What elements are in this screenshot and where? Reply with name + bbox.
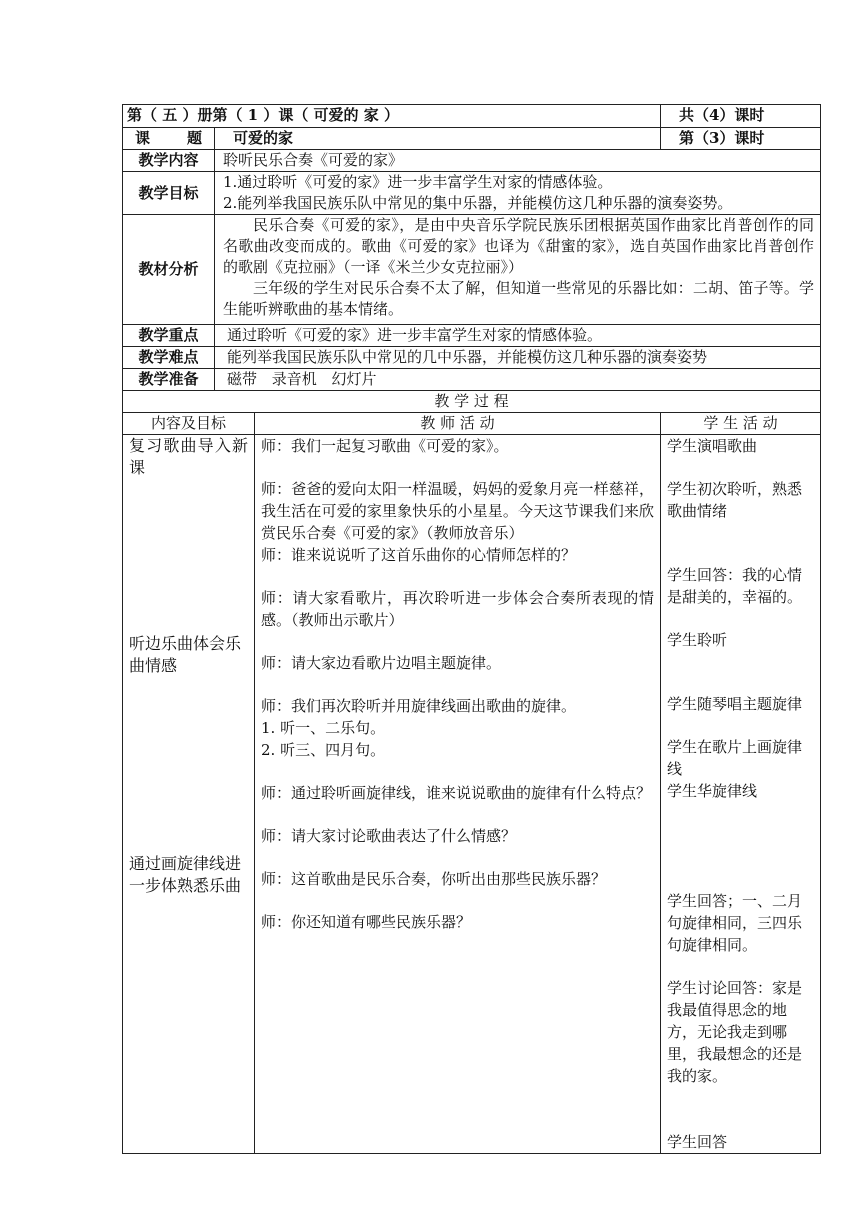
student-line-2: 学生初次聆听，熟悉歌曲情绪 xyxy=(667,480,803,520)
teacher-line-11: 师：这首歌曲是民乐合奏，你听出由那些民族乐器？ xyxy=(261,870,607,888)
topic-value: 可爱的家 xyxy=(215,128,661,150)
teacher-line-4: 师：请大家看歌片，再次聆听进一步体会合奏所表现的情感。（教师出示歌片） xyxy=(261,589,654,629)
teacher-line-5: 师：请大家边看歌片边唱主题旋律。 xyxy=(261,654,502,672)
teacher-line-12: 师：你还知道有哪些民族乐器？ xyxy=(261,913,472,931)
goal-item-1: 1.通过聆听《可爱的家》进一步丰富学生对家的情感体验。 xyxy=(223,173,613,191)
gap-t6 xyxy=(261,804,654,825)
process-goal-1: 复习歌曲导入新课 xyxy=(129,436,248,477)
gap-s8 xyxy=(667,1087,814,1131)
teacher-line-8: 2. 听三、四月句。 xyxy=(261,741,386,759)
teacher-line-2: 师：爸爸的爱向太阳一样温暖，妈妈的爱象月亮一样慈祥，我生活在可爱的家里象快乐的小星星。今天这节课我们来欣赏民乐合奏《可爱的家》（教师放音乐） xyxy=(261,480,654,542)
content-value: 聆听民乐合奏《可爱的家》 xyxy=(215,150,821,172)
gap-t5 xyxy=(261,761,654,782)
student-line-9: 学生讨论回答：家是我最值得思念的地方，无论我走到哪里，我最想念的还是我的家。 xyxy=(667,979,803,1085)
prep-label: 教学准备 xyxy=(123,369,215,391)
teacher-line-6: 师：我们再次聆听并用旋律线画出歌曲的旋律。 xyxy=(261,697,577,715)
gap-s5 xyxy=(667,715,814,736)
gap-t2 xyxy=(261,566,654,587)
content-label: 教学内容 xyxy=(123,150,215,172)
topic-label-text xyxy=(127,128,210,149)
gap-s6 xyxy=(667,802,814,890)
analysis-paragraph-2: 三年级的学生对民乐合奏不太了解，但知道一些常见的乐器比如：二胡、笛子等。学生能听辨歌曲的基本情绪。 xyxy=(223,279,814,318)
process-goal-2: 听边乐曲体会乐曲情感 xyxy=(129,634,242,675)
student-line-1: 学生演唱歌曲 xyxy=(667,437,758,455)
topic-label-char1: 课 xyxy=(135,129,151,147)
spacer-1 xyxy=(129,479,248,633)
gap-s7 xyxy=(667,956,814,977)
gap-t4 xyxy=(261,674,654,695)
analysis-label: 教材分析 xyxy=(123,215,215,325)
student-line-10: 学生回答 xyxy=(667,1133,728,1151)
gap-t3 xyxy=(261,631,654,652)
gap-t8 xyxy=(261,890,654,911)
analysis-paragraph-1: 民乐合奏《可爱的家》，是由中央音乐学院民族乐团根据英国作曲家比肖普创作的同名歌曲改变而成的。歌曲《可爱的家》也译为《甜蜜的家》，选自英国作曲家比肖普创作的歌剧《克拉丽》（一译《米兰少女克拉丽》） xyxy=(223,216,814,276)
course-line: 第（ 五 ）册第（ 1 ）课（ 可爱的 家 ） xyxy=(123,105,661,128)
total-hours: 共（4）课时 xyxy=(661,105,821,128)
spacer-2 xyxy=(129,677,248,853)
gap-t7 xyxy=(261,847,654,868)
teacher-line-7: 1. 听一、二乐句。 xyxy=(261,719,386,737)
goal-label: 教学目标 xyxy=(123,172,215,215)
col-teacher-header: 教 师 活 动 xyxy=(255,413,661,435)
col-student-header: 学 生 活 动 xyxy=(661,413,821,435)
student-line-4: 学生聆听 xyxy=(667,631,728,649)
student-line-8: 学生回答；一、二月句旋律相同，三四乐句旋律相同。 xyxy=(667,892,803,954)
prep-value: 磁带 录音机 幻灯片 xyxy=(215,369,821,391)
teacher-line-3: 师：谁来说说听了这首乐曲你的心情师怎样的？ xyxy=(261,546,577,564)
gap-s4 xyxy=(667,651,814,693)
gap-s2 xyxy=(667,522,814,564)
student-line-6: 学生在歌片上画旋律线 xyxy=(667,738,803,778)
process-goal-3: 通过画旋律线进一步体熟悉乐曲 xyxy=(129,854,242,895)
topic-label-char2: 题 xyxy=(186,129,202,147)
teacher-line-9: 师：通过聆听画旋律线，谁来说说歌曲的旋律有什么特点？ xyxy=(261,784,652,802)
current-hour: 第（3）课时 xyxy=(661,128,821,150)
key-value: 通过聆听《可爱的家》进一步丰富学生对家的情感体验。 xyxy=(215,325,821,347)
student-line-7: 学生华旋律线 xyxy=(667,782,758,800)
gap-t1 xyxy=(261,457,654,478)
teacher-line-1: 师：我们一起复习歌曲《可爱的家》。 xyxy=(261,437,509,455)
student-line-5: 学生随琴唱主题旋律 xyxy=(667,695,803,713)
lesson-plan-document xyxy=(122,104,820,1154)
gap-s3 xyxy=(667,608,814,629)
lesson-plan-table xyxy=(122,104,821,1154)
teacher-line-10: 师：请大家讨论歌曲表达了什么情感？ xyxy=(261,827,517,845)
student-line-3: 学生回答：我的心情是甜美的，幸福的。 xyxy=(667,566,803,606)
col-goal-header: 内容及目标 xyxy=(123,413,255,435)
goal-item-2: 2.能列举我国民族乐队中常见的集中乐器，并能模仿这几种乐器的演奏姿势。 xyxy=(223,194,733,212)
gap-s1 xyxy=(667,457,814,478)
difficulty-label: 教学难点 xyxy=(123,347,215,369)
key-label: 教学重点 xyxy=(123,325,215,347)
process-title: 教 学 过 程 xyxy=(123,391,821,413)
topic-label xyxy=(123,128,215,150)
difficulty-value: 能列举我国民族乐队中常见的几中乐器，并能模仿这几种乐器的演奏姿势 xyxy=(215,347,821,369)
